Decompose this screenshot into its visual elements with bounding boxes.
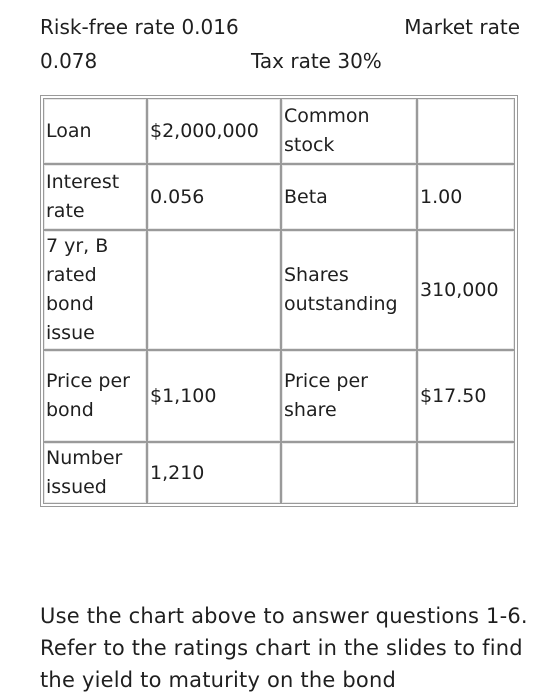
table-cell: 0.056 [147,164,281,230]
table-cell: 7 yr, B rated bond issue [43,230,147,350]
table-cell: $1,100 [147,350,281,442]
table-cell [417,98,515,164]
risk-free-rate: Risk-free rate 0.016 [40,15,239,39]
rates-row-1 [40,10,520,44]
rates-header [40,10,520,78]
table-cell [417,442,515,504]
table-cell: Number issued [43,442,147,504]
table-cell: Price per bond [43,350,147,442]
table-cell [147,230,281,350]
market-rate-value: 0.078 [40,49,98,73]
table-cell: Beta [281,164,417,230]
data-table [40,95,518,507]
table-cell: Interest rate [43,164,147,230]
table-cell: Common stock [281,98,417,164]
table-row [43,350,515,442]
table-row [43,442,515,504]
table-row [43,230,515,350]
table-cell: 1.00 [417,164,515,230]
rates-row-2 [40,44,520,78]
instructions-text: Use the chart above to answer questions 1-6. Refer to the ratings chart in the slides to find the yield to maturity on the bond [40,604,528,692]
table-cell: $2,000,000 [147,98,281,164]
table-cell: Shares outstanding [281,230,417,350]
table-cell: 310,000 [417,230,515,350]
table-cell: Loan [43,98,147,164]
table-row [43,164,515,230]
table-cell: $17.50 [417,350,515,442]
table-cell [281,442,417,504]
market-rate-label: Market rate [404,15,520,39]
tax-rate: Tax rate 30% [251,49,382,73]
table-cell: Price per share [281,350,417,442]
table-row [43,98,515,164]
table-cell: 1,210 [147,442,281,504]
